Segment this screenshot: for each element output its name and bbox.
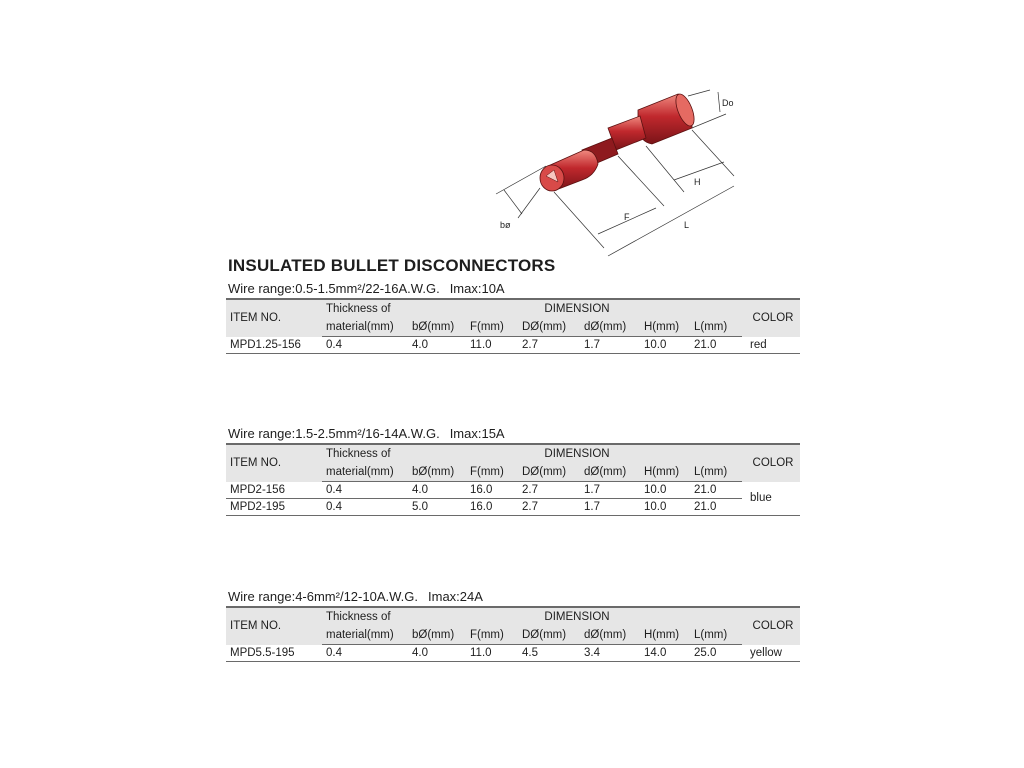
cell-color: blue bbox=[742, 482, 800, 516]
cell-D: 2.7 bbox=[518, 337, 580, 354]
header-b: bØ(mm) bbox=[408, 626, 466, 645]
header-item-no: ITEM NO. bbox=[226, 444, 322, 482]
header-f: F(mm) bbox=[466, 318, 518, 337]
table-row bbox=[226, 337, 800, 354]
header-color: COLOR bbox=[742, 607, 800, 645]
cell-thickness: 0.4 bbox=[322, 482, 408, 499]
label-h: H bbox=[694, 177, 701, 187]
cell-color: yellow bbox=[742, 645, 800, 662]
spec-table bbox=[226, 298, 800, 354]
connector-diagram bbox=[488, 88, 768, 268]
cell-thickness: 0.4 bbox=[322, 337, 408, 354]
imax-text: Imax:24A bbox=[428, 589, 483, 604]
cell-d: 1.7 bbox=[580, 499, 640, 516]
header-b: bØ(mm) bbox=[408, 463, 466, 482]
cell-d: 1.7 bbox=[580, 482, 640, 499]
cell-D: 4.5 bbox=[518, 645, 580, 662]
header-l: L(mm) bbox=[690, 463, 742, 482]
header-D: DØ(mm) bbox=[518, 463, 580, 482]
wire-range-line bbox=[228, 588, 800, 606]
table-row bbox=[226, 482, 800, 499]
cell-f: 16.0 bbox=[466, 482, 518, 499]
header-D: DØ(mm) bbox=[518, 626, 580, 645]
header-thickness-line1: Thickness of bbox=[322, 444, 408, 463]
bullet-connector-drawing bbox=[488, 88, 768, 268]
wire-range-text: Wire range:0.5-1.5mm²/22-16A.W.G. bbox=[228, 281, 440, 296]
cell-b: 4.0 bbox=[408, 645, 466, 662]
header-color: COLOR bbox=[742, 299, 800, 337]
connector-body bbox=[540, 92, 698, 191]
cell-D: 2.7 bbox=[518, 499, 580, 516]
cell-thickness: 0.4 bbox=[322, 645, 408, 662]
cell-b: 4.0 bbox=[408, 337, 466, 354]
table-row bbox=[226, 499, 800, 516]
label-l: L bbox=[684, 220, 690, 230]
header-l: L(mm) bbox=[690, 318, 742, 337]
spec-table bbox=[226, 606, 800, 662]
wire-range-text: Wire range:4-6mm²/12-10A.W.G. bbox=[228, 589, 418, 604]
cell-f: 11.0 bbox=[466, 337, 518, 354]
header-d: dØ(mm) bbox=[580, 626, 640, 645]
cell-thickness: 0.4 bbox=[322, 499, 408, 516]
imax-text: Imax:15A bbox=[449, 426, 505, 441]
cell-f: 11.0 bbox=[466, 645, 518, 662]
cell-d: 1.7 bbox=[580, 337, 640, 354]
label-f: F bbox=[624, 212, 630, 222]
cell-b: 5.0 bbox=[408, 499, 466, 516]
header-d: dØ(mm) bbox=[580, 463, 640, 482]
cell-h: 10.0 bbox=[640, 482, 690, 499]
header-D: DØ(mm) bbox=[518, 318, 580, 337]
cell-b: 4.0 bbox=[408, 482, 466, 499]
cell-l: 25.0 bbox=[690, 645, 742, 662]
cell-item: MPD2-195 bbox=[226, 499, 322, 516]
header-f: F(mm) bbox=[466, 626, 518, 645]
header-h: H(mm) bbox=[640, 626, 690, 645]
cell-d: 3.4 bbox=[580, 645, 640, 662]
section-wire-range-1 bbox=[226, 280, 800, 354]
header-thickness-line2: material(mm) bbox=[322, 626, 408, 645]
cell-D: 2.7 bbox=[518, 482, 580, 499]
cell-h: 10.0 bbox=[640, 337, 690, 354]
table-row bbox=[226, 645, 800, 662]
label-bo: bø bbox=[500, 220, 511, 230]
header-h: H(mm) bbox=[640, 318, 690, 337]
wire-range-text: Wire range:1.5-2.5mm²/16-14A.W.G. bbox=[228, 426, 440, 441]
header-dimension: DIMENSION bbox=[408, 299, 742, 318]
cell-l: 21.0 bbox=[690, 499, 742, 516]
imax-text: Imax:10A bbox=[449, 281, 505, 296]
section-wire-range-2 bbox=[226, 425, 800, 516]
wire-range-line bbox=[228, 280, 800, 298]
wire-range-line bbox=[228, 425, 800, 443]
cell-item: MPD5.5-195 bbox=[226, 645, 322, 662]
cell-h: 10.0 bbox=[640, 499, 690, 516]
label-do: Do bbox=[722, 98, 734, 108]
spec-table bbox=[226, 443, 800, 516]
page-title: INSULATED BULLET DISCONNECTORS bbox=[228, 256, 556, 275]
header-thickness-line1: Thickness of bbox=[322, 607, 408, 626]
header-item-no: ITEM NO. bbox=[226, 299, 322, 337]
header-thickness-line2: material(mm) bbox=[322, 463, 408, 482]
cell-item: MPD1.25-156 bbox=[226, 337, 322, 354]
header-b: bØ(mm) bbox=[408, 318, 466, 337]
cell-l: 21.0 bbox=[690, 337, 742, 354]
header-thickness-line1: Thickness of bbox=[322, 299, 408, 318]
header-item-no: ITEM NO. bbox=[226, 607, 322, 645]
header-color: COLOR bbox=[742, 444, 800, 482]
header-h: H(mm) bbox=[640, 463, 690, 482]
cell-h: 14.0 bbox=[640, 645, 690, 662]
header-dimension: DIMENSION bbox=[408, 444, 742, 463]
section-wire-range-3 bbox=[226, 588, 800, 662]
cell-l: 21.0 bbox=[690, 482, 742, 499]
header-d: dØ(mm) bbox=[580, 318, 640, 337]
header-dimension: DIMENSION bbox=[408, 607, 742, 626]
header-f: F(mm) bbox=[466, 463, 518, 482]
dimension-lines bbox=[496, 90, 734, 256]
dimension-labels bbox=[500, 98, 734, 230]
header-thickness-line2: material(mm) bbox=[322, 318, 408, 337]
cell-item: MPD2-156 bbox=[226, 482, 322, 499]
cell-f: 16.0 bbox=[466, 499, 518, 516]
header-l: L(mm) bbox=[690, 626, 742, 645]
cell-color: red bbox=[742, 337, 800, 354]
